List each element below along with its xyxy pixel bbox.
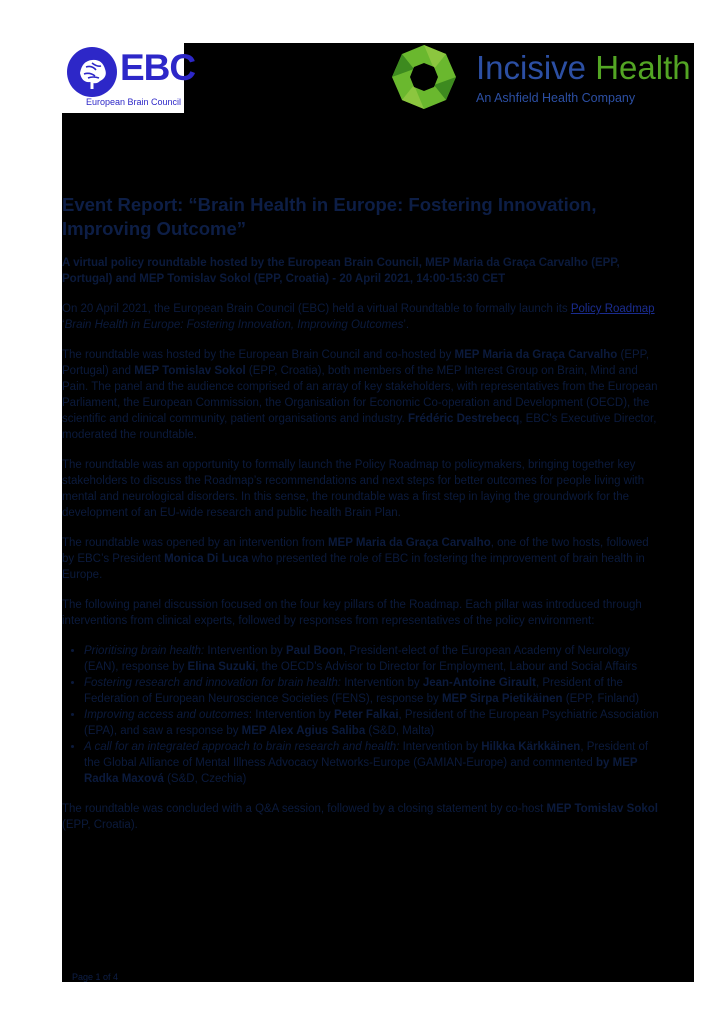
intro-text: On 20 April 2021, the European Brain Council (EBC) held a virtual Roundtable to formally launch its xyxy=(62,303,571,315)
list-item xyxy=(84,707,662,739)
speaker-name: Hilkka Kärkkäinen xyxy=(481,741,581,753)
hosts-text-2: (EPP, Portugal) and xyxy=(62,349,650,377)
pillar-text: (EPP, Finland) xyxy=(562,693,640,705)
pillar-title: A call for an integrated approach to brain research and health: xyxy=(84,741,400,753)
report-title: Event Report: “Brain Health in Europe: Fostering Innovation, Improving Outcome” xyxy=(62,194,597,239)
report-content xyxy=(62,193,662,847)
hosts-text-3: (EPP, Croatia), both members of the MEP Interest Group on Brain, Mind and Pain. The panel and the audience comprised of an array of key stakeholders, with representatives from the European Parliament, the European Commission, the Organisation for Economic Co-operation and Development (OECD), the scientific and clinical community, patient organisations and industry. xyxy=(62,365,658,425)
incisive-health-mark-icon xyxy=(388,43,468,113)
roadmap-title-italic: Brain Health in Europe: Fostering Innovation, Improving Outcomes xyxy=(64,319,404,331)
pillar-text: Intervention by xyxy=(399,741,482,753)
pillar-text: , President-elect of the European Academy of Neurology (EAN), response by xyxy=(84,645,630,673)
pillar-text: (S&D, Czechia) xyxy=(163,773,247,785)
page-number: Page 1 of 4 xyxy=(72,972,119,982)
purpose-paragraph: The roundtable was an opportunity to formally launch the Policy Roadmap to policymakers, bringing together key stakeholders to discuss the Roadmap’s recommendations and next steps for better outcomes for people living with mental and neurological disorders. In this sense, the roundtable was a first step in laying the groundwork for the development of an EU-wide research and public health Brain Plan. xyxy=(62,459,645,519)
panel-paragraph: The following panel discussion focused on the four key pillars of the Roadmap. Each pillar was introduced through interventions from clinical experts, followed by responses from representatives of the policy environment: xyxy=(62,599,642,627)
hosts-text-1: The roundtable was hosted by the European Brain Council and co-hosted by xyxy=(62,349,455,361)
speaker-name: Peter Falkai xyxy=(333,709,399,721)
ebc-logo-letters: EBC xyxy=(120,47,196,88)
opening-name-carvalho: MEP Maria da Graça Carvalho xyxy=(327,537,491,549)
opening-text-2: , one of the two hosts, followed by EBC’s President xyxy=(62,537,649,565)
intro-paragraph xyxy=(62,301,662,333)
ebc-logo xyxy=(62,43,196,113)
list-item xyxy=(84,739,662,787)
pillar-text: : Intervention by xyxy=(248,709,334,721)
speaker-name: Paul Boon xyxy=(286,645,343,657)
policy-roadmap-link[interactable]: Policy Roadmap xyxy=(570,303,655,315)
closing-text-2: (EPP, Croatia). xyxy=(62,819,138,831)
moderator-name: Frédéric Destrebecq xyxy=(408,413,520,425)
host-name-sokol: MEP Tomislav Sokol xyxy=(134,365,246,377)
closing-paragraph xyxy=(62,801,662,833)
hosts-text-4: , EBC’s Executive Director, moderated the roundtable. xyxy=(62,413,657,441)
opening-text-3: who presented the role of EBC in fostering the improvement of brain health in Europe. xyxy=(62,553,645,581)
respondent-name: MEP Alex Agius Saliba xyxy=(241,725,366,737)
list-item xyxy=(84,675,662,707)
speaker-name: Jean-Antoine Girault xyxy=(422,677,536,689)
hosts-paragraph xyxy=(62,347,662,443)
pillar-text: (S&D, Malta) xyxy=(365,725,435,737)
incisive-health-wordmark xyxy=(476,49,691,87)
respondent-name: by MEP Radka Maxová xyxy=(84,757,638,785)
ebc-logo-subtitle: European Brain Council xyxy=(86,97,182,107)
lead-paragraph: A virtual policy roundtable hosted by the European Brain Council, MEP Maria da Graça Carvalho (EPP, Portugal) and MEP Tomislav Sokol (EPP, Croatia) - 20 April 2021, 14:00-15:30 CET xyxy=(62,257,620,285)
respondent-name: MEP Sirpa Pietikäinen xyxy=(441,693,563,705)
closing-text-1: The roundtable was concluded with a Q&A session, followed by a closing statement by co-host xyxy=(62,803,547,815)
intro-text-3: ’. xyxy=(403,319,410,331)
host-name-carvalho: MEP Maria da Graça Carvalho xyxy=(454,349,618,361)
pillar-text: , President of the Federation of European Neuroscience Societies (FENS), response by xyxy=(84,677,623,705)
pillar-title: Fostering research and innovation for brain health: xyxy=(84,677,341,689)
pillar-title: Improving access and outcomes xyxy=(84,709,249,721)
closing-host-name: MEP Tomislav Sokol xyxy=(546,803,658,815)
pillars-list xyxy=(62,643,662,787)
document-page xyxy=(62,43,694,982)
pillar-text: , the OECD’s Advisor to Director for Employment, Labour and Social Affairs xyxy=(255,661,638,673)
pillar-text: , President of the European Psychiatric Association (EPA), and saw a response by xyxy=(84,709,659,737)
respondent-name: Elina Suzuki xyxy=(187,661,256,673)
pillar-text: Intervention by xyxy=(204,645,286,657)
pillar-title: Prioritising brain health: xyxy=(84,645,205,657)
president-name: Monica Di Luca xyxy=(164,553,249,565)
pillar-text: , President of the Global Alliance of Mental Illness Advocacy Networks-Europe (GAMIAN-Europe) and commented xyxy=(84,741,649,769)
incisive-health-tagline: An Ashfield Health Company xyxy=(476,91,636,105)
intro-text-2: ‘ xyxy=(62,319,65,331)
wordmark-incisive: Incisive xyxy=(476,49,587,86)
opening-paragraph xyxy=(62,535,662,583)
pillar-text: Intervention by xyxy=(341,677,423,689)
brain-emblem-icon xyxy=(62,43,122,99)
incisive-health-logo xyxy=(388,43,694,113)
opening-text-1: The roundtable was opened by an intervention from xyxy=(62,537,328,549)
list-item xyxy=(84,643,662,675)
wordmark-health: Health xyxy=(586,49,691,86)
